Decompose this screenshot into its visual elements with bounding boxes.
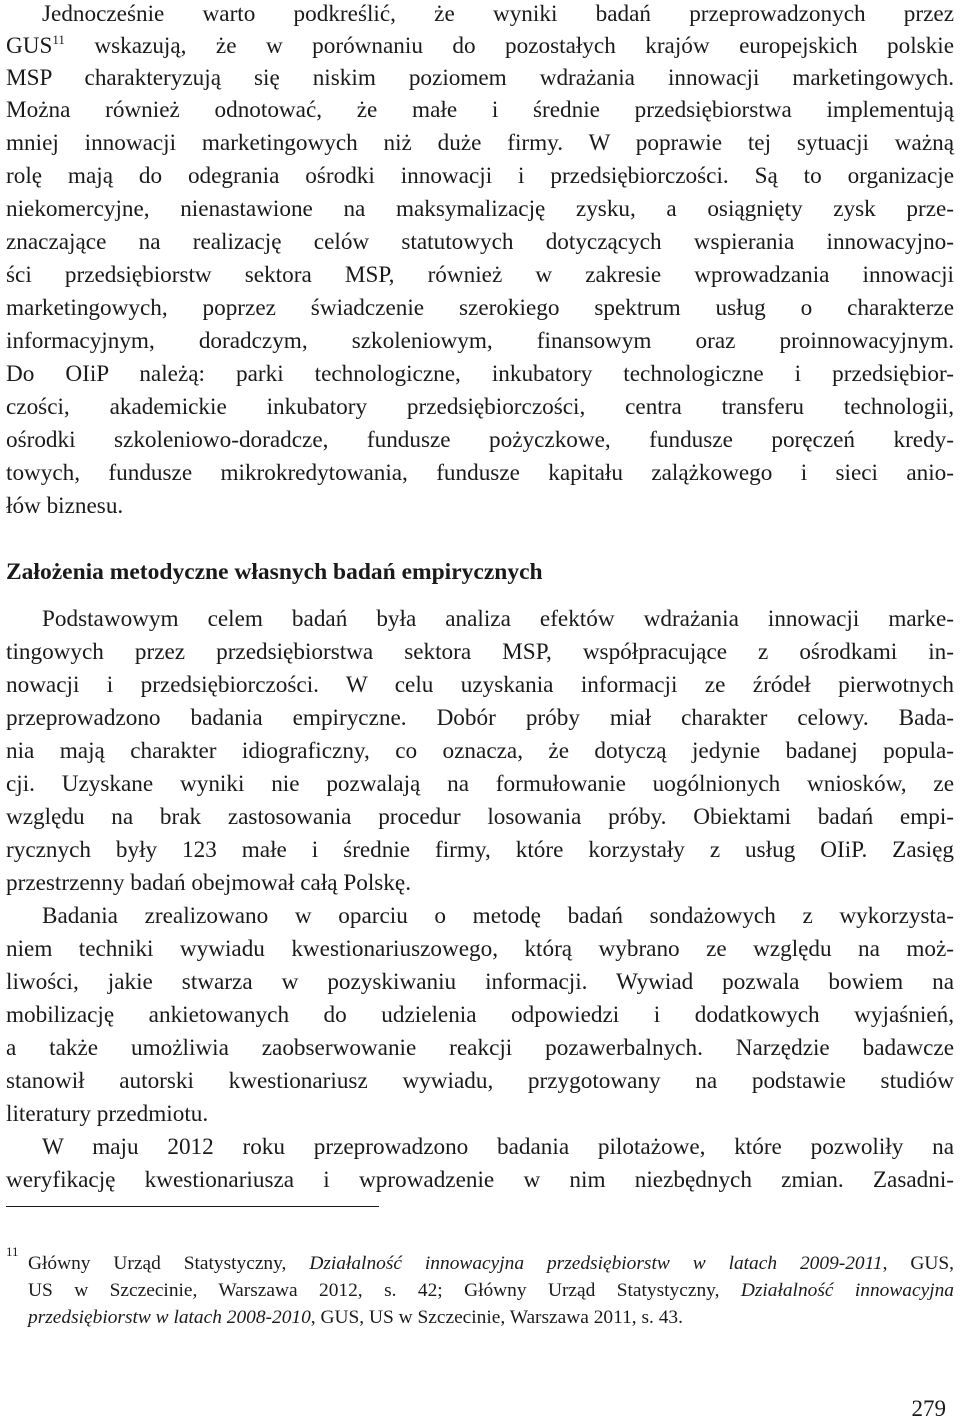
paragraph-2-line: przeprowadzono badania empiryczne. Dobór próby miał charakter celowy. Bada- [6,705,954,731]
paragraph-2-line: Podstawowym celem badań była analiza efektów wdrażania innowacji marke- [42,606,954,632]
paragraph-1-line: informacyjnym, doradczym, szkoleniowym, finansowym oraz proinnowacyjnym. [6,328,954,354]
paragraph-1-line: marketingowych, poprzez świadczenie szerokiego spektrum usług o charakterze [6,295,954,321]
paragraph-3-line: literatury przedmiotu. [6,1101,209,1127]
paragraph-1-line: łów biznesu. [6,493,124,519]
footnote-number: 11 [6,1244,19,1259]
footnote-text: , GUS, [882,1253,955,1274]
footnote-text: Główny Urząd Statystyczny, [28,1253,310,1274]
paragraph-1-line: Jednocześnie warto podkreślić, że wyniki badań przeprowadzonych przez [42,1,954,27]
paragraph-1-line: Do OIiP należą: parki technologiczne, inkubatory technologiczne i przedsiębior- [6,361,954,387]
footnote-title-italic: Działalność innowacyjna przedsiębiorstw w latach 2009-2011 [309,1253,883,1274]
paragraph-1-line: ści przedsiębiorstw sektora MSP, również w zakresie wprowadzania innowacji [6,262,954,288]
paragraph-4-line: weryfikację kwestionariusza i wprowadzenie w nim niezbędnych zmian. Zasadni- [6,1167,954,1193]
footnote-separator [6,1206,379,1207]
paragraph-1-line: towych, fundusze mikrokredytowania, fundusze kapitału zalążkowego i sieci anio- [6,460,954,486]
footnote-line [28,1278,954,1304]
paragraph-1-line: rolę mają do odegrania ośrodki innowacji i przedsiębiorczości. Są to organizacje [6,163,954,189]
paragraph-2-line: nia mają charakter idiograficzny, co oznacza, że dotyczą jedynie badanej popula- [6,738,954,764]
page-number: 279 [911,1396,946,1421]
section-heading: Założenia metodyczne własnych badań empirycznych [6,559,543,585]
paragraph-1-line: Można również odnotować, że małe i średnie przedsiębiorstwa implementują [6,97,954,123]
paragraph-1-line: czości, akademickie inkubatory przedsiębiorczości, centra transferu technologii, [6,394,954,420]
text-gus: GUS [6,33,53,59]
paragraph-2-line: względu na brak zastosowania procedur losowania próby. Obiektami badań empi- [6,804,954,830]
text-run: wskazują, że w porównaniu do pozostałych krajów europejskich polskie [94,33,955,59]
footnote-title-italic: Działalność innowacyjna [740,1280,954,1301]
paragraph-3-line: liwości, jakie stwarza w pozyskiwaniu informacji. Wywiad pozwala bowiem na [6,969,954,995]
paragraph-3-line: niem techniki wywiadu kwestionariuszowego, którą wybrano ze względu na moż- [6,936,954,962]
paragraph-1-line: niekomercyjne, nienastawione na maksymalizację zysku, a osiągnięty zysk prze- [6,196,954,222]
paragraph-2-line: przestrzenny badań obejmował całą Polskę. [6,870,411,896]
footnote-title-italic: przedsiębiorstw w latach 2008-2010 [28,1307,311,1328]
paragraph-1-line: MSP charakteryzują się niskim poziomem wdrażania innowacji marketingowych. [6,65,954,91]
footnote-text: US w Szczecinie, Warszawa 2012, s. 42; Główny Urząd Statystyczny, [28,1280,741,1301]
footnote-text: , GUS, US w Szczecinie, Warszawa 2011, s. 43. [310,1307,683,1328]
paragraph-1-line-with-footnote [6,30,954,62]
paragraph-2-line: cji. Uzyskane wyniki nie pozwalają na formułowanie uogólnionych wniosków, ze [6,771,954,797]
paragraph-3-line: mobilizację ankietowanych do udzielenia odpowiedzi i dodatkowych wyjaśnień, [6,1002,954,1028]
footnote-line [28,1251,954,1277]
footnote-reference: 11 [52,32,65,47]
paragraph-2-line: rycznych były 123 małe i średnie firmy, które korzystały z usług OIiP. Zasięg [6,837,954,863]
paragraph-2-line: tingowych przez przedsiębiorstwa sektora MSP, współpracujące z ośrodkami in- [6,639,954,665]
paragraph-2-line: nowacji i przedsiębiorczości. W celu uzyskania informacji ze źródeł pierwotnych [6,672,954,698]
paragraph-3-line: stanowił autorski kwestionariusz wywiadu, przygotowany na podstawie studiów [6,1068,954,1094]
paragraph-1-line: znaczające na realizację celów statutowych dotyczących wspierania innowacyjno- [6,229,954,255]
paragraph-3-line: a także umożliwia zaobserwowanie reakcji pozawerbalnych. Narzędzie badawcze [6,1035,954,1061]
paragraph-3-line: Badania zrealizowano w oparciu o metodę badań sondażowych z wykorzysta- [42,903,954,929]
paragraph-4-line: W maju 2012 roku przeprowadzono badania pilotażowe, które pozwoliły na [42,1134,954,1160]
paragraph-1-line: mniej innowacji marketingowych niż duże firmy. W poprawie tej sytuacji ważną [6,130,954,156]
footnote-line [28,1305,954,1331]
paragraph-1-line: ośrodki szkoleniowo-doradcze, fundusze pożyczkowe, fundusze poręczeń kredy- [6,427,954,453]
